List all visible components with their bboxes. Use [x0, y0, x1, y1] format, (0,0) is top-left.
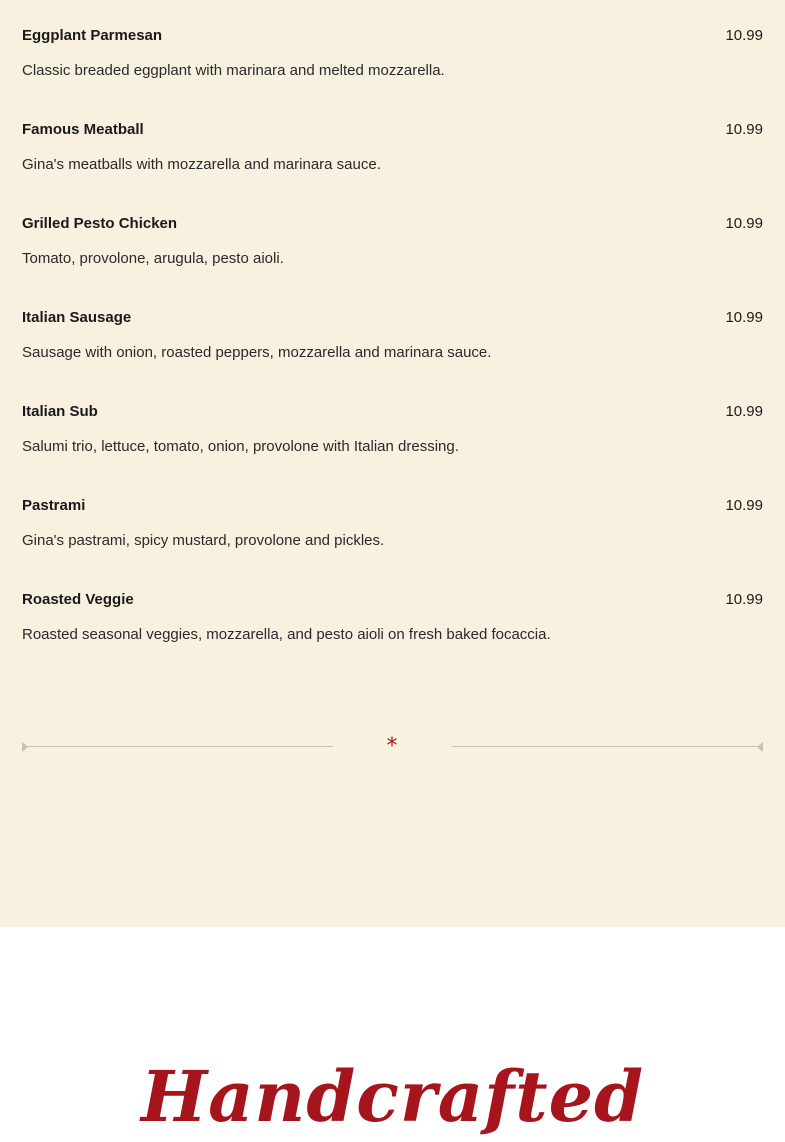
section-divider [22, 736, 763, 758]
menu-item-price: 10.99 [725, 309, 763, 326]
menu-item-price: 10.99 [725, 403, 763, 420]
menu-item-description: Gina's pastrami, spicy mustard, provolone and pickles. [22, 532, 385, 549]
menu-item-description: Sausage with onion, roasted peppers, mozzarella and marinara sauce. [22, 344, 492, 361]
menu-item-name: Italian Sub [22, 403, 98, 420]
divider-line-right [452, 746, 759, 747]
divider-arrow-right-icon [757, 742, 763, 752]
menu-item-price: 10.99 [725, 591, 763, 608]
menu-item-famous-meatball [22, 120, 763, 180]
menu-item-name: Pastrami [22, 497, 86, 514]
menu-item-name: Eggplant Parmesan [22, 27, 163, 44]
menu-item-name: Grilled Pesto Chicken [22, 215, 178, 232]
menu-item-pastrami [22, 496, 763, 556]
menu-item-description: Gina's meatballs with mozzarella and marinara sauce. [22, 156, 381, 173]
asterisk-icon: * [386, 734, 398, 759]
hero-heading: Handcrafted [140, 1055, 645, 1138]
menu-item-description: Tomato, provolone, arugula, pesto aioli. [22, 250, 284, 267]
menu-item-description: Salumi trio, lettuce, tomato, onion, provolone with Italian dressing. [22, 438, 459, 455]
menu-item-description: Classic breaded eggplant with marinara and melted mozzarella. [22, 62, 445, 79]
divider-arrow-left-icon [22, 742, 28, 752]
menu-item-grilled-pesto-chicken [22, 214, 763, 274]
menu-item-italian-sub [22, 402, 763, 462]
menu-item-description: Roasted seasonal veggies, mozzarella, and pesto aioli on fresh baked focaccia. [22, 626, 551, 643]
menu-item-italian-sausage [22, 308, 763, 368]
menu-item-price: 10.99 [725, 27, 763, 44]
menu-item-roasted-veggie [22, 590, 763, 650]
menu-item-price: 10.99 [725, 215, 763, 232]
menu-item-price: 10.99 [725, 121, 763, 138]
menu-item-eggplant-parmesan [22, 26, 763, 86]
menu-item-name: Roasted Veggie [22, 591, 134, 608]
menu-item-name: Italian Sausage [22, 309, 132, 326]
menu-item-name: Famous Meatball [22, 121, 144, 138]
divider-line-left [26, 746, 333, 747]
menu-item-price: 10.99 [725, 497, 763, 514]
